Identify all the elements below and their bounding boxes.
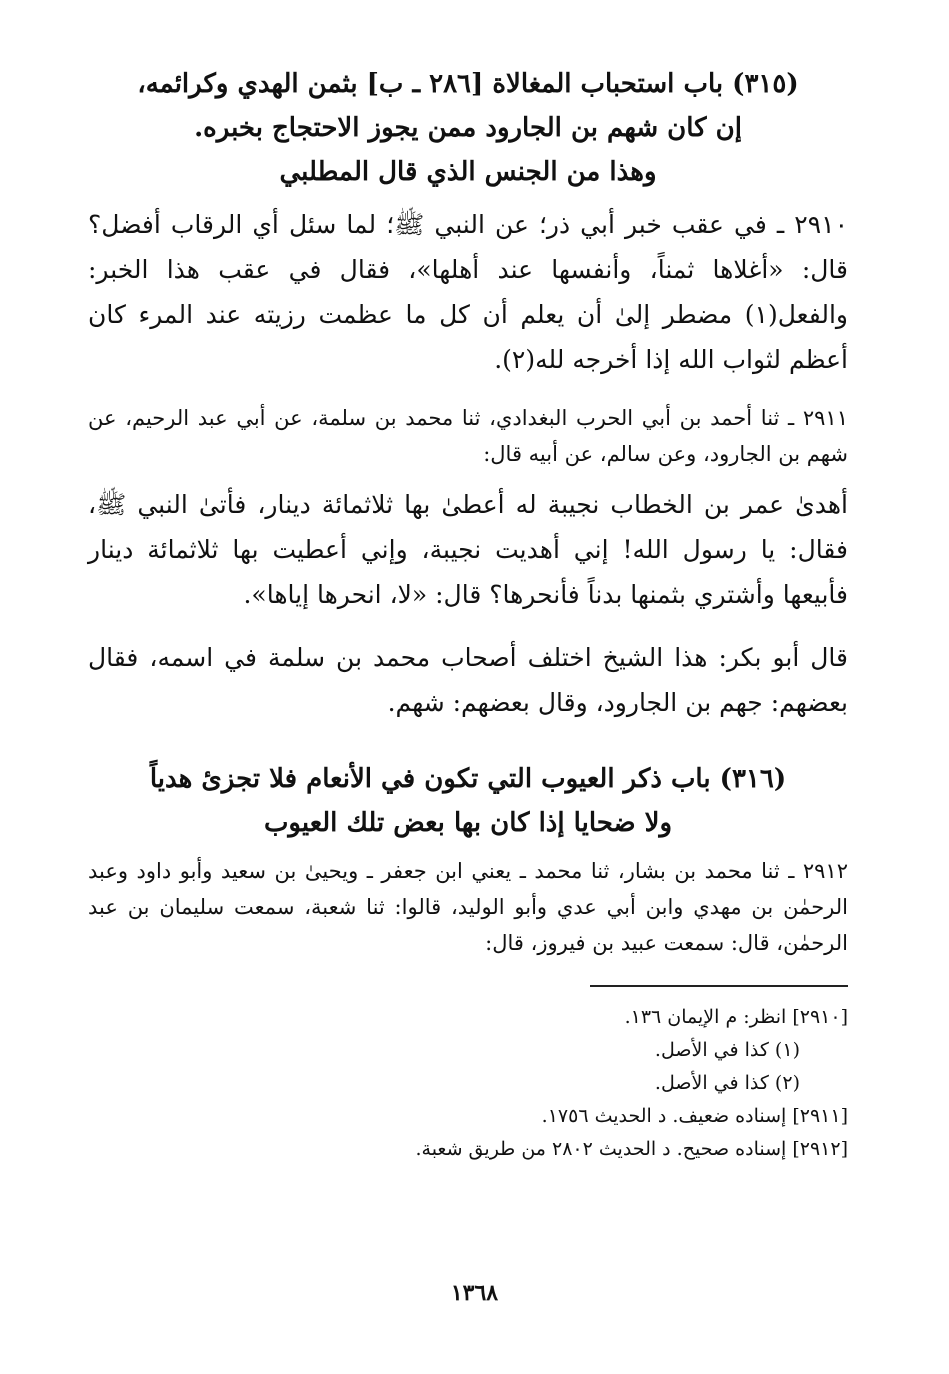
chapter-heading-line: ولا ضحايا إذا كان بها بعض تلك العيوب bbox=[263, 808, 673, 838]
footnote: (٢) كذا في الأصل. bbox=[654, 1072, 800, 1094]
footnote: [٢٩١٠] انظر: م الإيمان ١٣٦. bbox=[624, 1006, 848, 1028]
footnote-divider bbox=[590, 985, 848, 987]
hadith-2911-isnad: ٢٩١١ ـ ثنا أحمد بن أبي الحرب البغدادي، ثنا محمد بن سلمة، عن أبي عبد الرحيم، عن شهم بن الجارود، وعن سالم، عن أبيه قال: bbox=[88, 406, 848, 466]
abu-bakr-comment: قال أبو بكر: هذا الشيخ اختلف أصحاب محمد بن سلمة في اسمه، فقال بعضهم: جهم بن الجارود، وقال بعضهم: شهم. bbox=[88, 643, 848, 717]
chapter-heading-315 bbox=[88, 62, 848, 194]
hadith-2912: ٢٩١٢ ـ ثنا محمد بن بشار، ثنا محمد ـ يعني ابن جعفر ـ ويحيىٰ بن سعيد وأبو داود وعبد الرحمٰن بن مهدي وابن أبي عدي وأبو الوليد، قالوا: ثنا شعبة، سمعت سليمان بن عبد الرحمٰن، قال: سمعت عبيد بن فيروز، قال: bbox=[88, 859, 848, 955]
chapter-heading-line: وهذا من الجنس الذي قال المطلبي bbox=[279, 157, 657, 187]
chapter-heading-316 bbox=[88, 757, 848, 845]
page-body bbox=[88, 62, 848, 1166]
hadith-2911-text: أهدىٰ عمر بن الخطاب نجيبة له أعطىٰ بها ثلاثمائة دينار، فأتىٰ النبي ﷺ، فقال: يا رسول الله! إني أهديت نجيبة، وإني أعطيت بها ثلاثمائة دينار فأبيعها وأشتري بثمنها بدناً فأنحرها؟ قال: «لا، انحرها إياها». bbox=[88, 490, 848, 609]
chapter-heading-line: إن كان شهم بن الجارود ممن يجوز الاحتجاج بخبره. bbox=[194, 113, 742, 143]
footnotes bbox=[88, 1001, 848, 1166]
footnote: (١) كذا في الأصل. bbox=[654, 1039, 800, 1061]
footnote: [٢٩١٢] إسناده صحيح. د الحديث ٢٨٠٢ من طريق شعبة. bbox=[415, 1138, 848, 1160]
page-number: ١٣٦٨ bbox=[450, 1280, 499, 1306]
footnote: [٢٩١١] إسناده ضعيف. د الحديث ١٧٥٦. bbox=[541, 1105, 848, 1127]
chapter-heading-line: (٣١٦) باب ذكر العيوب التي تكون في الأنعام فلا تجزئ هدياً bbox=[149, 764, 787, 794]
chapter-heading-line: (٣١٥) باب استحباب المغالاة [٢٨٦ ـ ب] بثمن الهدي وكرائمه، bbox=[137, 69, 799, 99]
hadith-2910: ٢٩١٠ ـ في عقب خبر أبي ذر؛ عن النبي ﷺ؛ لما سئل أي الرقاب أفضل؟ قال: «أغلاها ثمناً، وأنفسها عند أهلها»، فقال في عقب هذا الخبر: والفعل(١) مضطر إلىٰ أن يعلم أن كل ما عظمت رزيته عند المرء كان أعظم لثواب الله إذا أخرجه لله(٢). bbox=[88, 210, 848, 374]
